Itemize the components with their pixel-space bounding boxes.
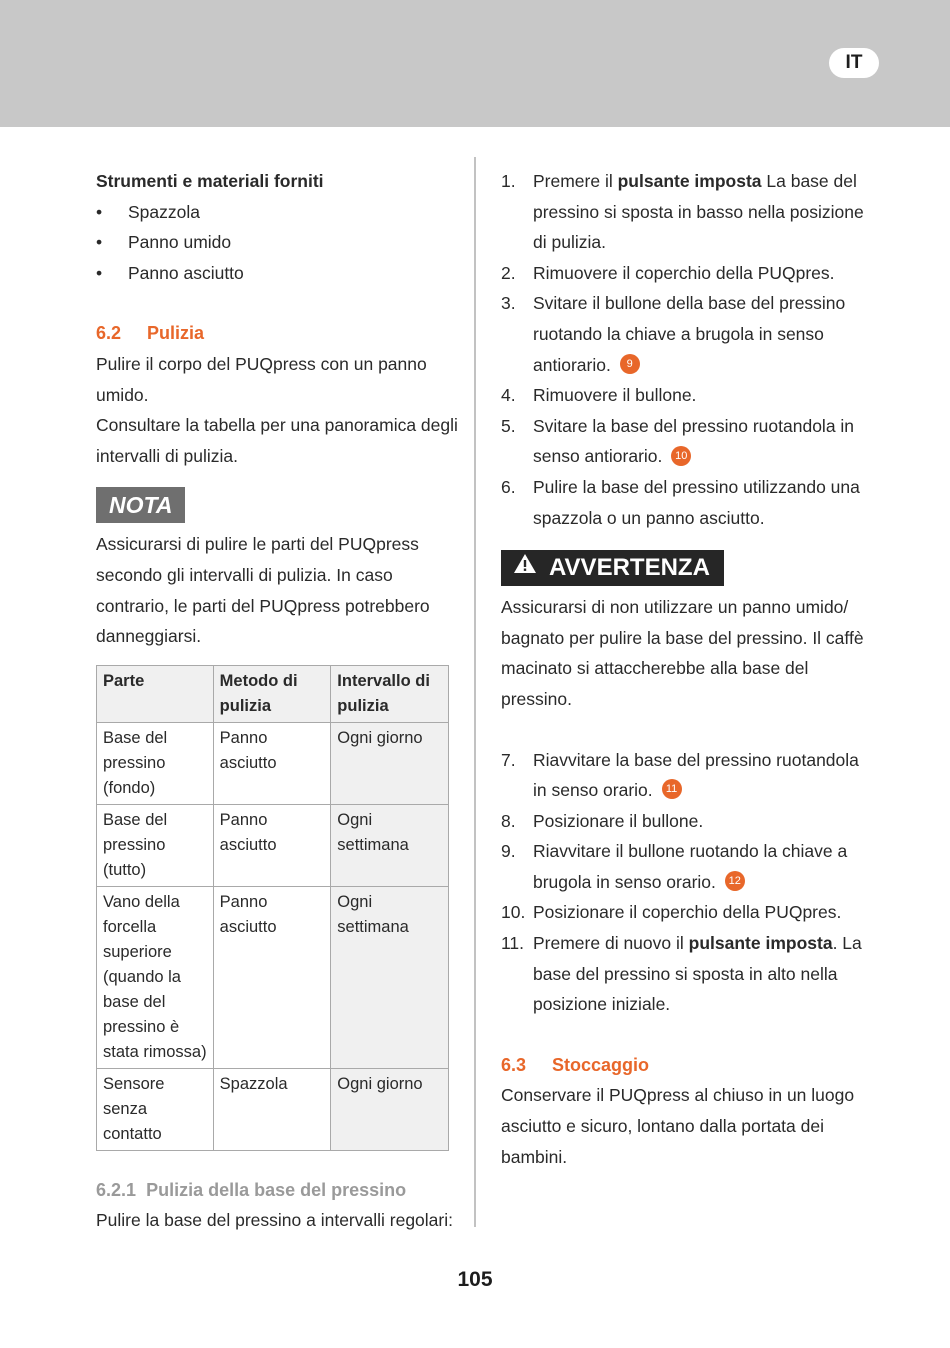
table-row [97, 886, 449, 1068]
table-header-cell: Metodo di pulizia [213, 665, 331, 722]
table-cell: Spazzola [213, 1068, 331, 1150]
list-item: • Spazzola [96, 197, 458, 228]
figure-ref-badge: 10 [671, 446, 691, 466]
set-button-ref: pulsante imposta [617, 171, 762, 191]
right-column [501, 166, 871, 1172]
table-cell: Ogni settimana [331, 886, 449, 1068]
figure-ref-badge: 12 [725, 871, 745, 891]
table-header-cell: Parte [97, 665, 214, 722]
step-item: 4. Rimuovere il bullone. [501, 385, 697, 406]
figure-ref-badge: 9 [620, 354, 640, 374]
tools-heading: Strumenti e materiali forniti [96, 171, 324, 191]
warning-text: Assicurarsi di non utilizzare un panno umido/ bagnato per pulire la base del pressino. Il caffè macinato si attaccherebbe alla base del pressino. [501, 597, 864, 709]
step-item: 8. Posizionare il bullone. [501, 810, 704, 831]
table-cell: Sensore senza contatto [97, 1068, 214, 1150]
table-cell: Panno asciutto [213, 804, 331, 886]
step-item: 6. Pulire la base del pressino utilizzando una spazzola o un panno asciutto. [501, 476, 860, 528]
bullet-icon: • [96, 201, 103, 222]
table-cell: Vano della forcella superiore (quando la base del pressino è stata rimossa) [97, 886, 214, 1068]
bullet-icon: • [96, 262, 103, 283]
step-item: 3. Svitare il bullone della base del pressino ruotando la chiave a brugola in senso antiorario. 9 [501, 293, 846, 375]
steps-list-a [501, 166, 871, 533]
list-item: • Panno asciutto [96, 258, 458, 289]
step-item: 5. Svitare la base del pressino ruotandola in senso antiorario. 10 [501, 415, 855, 467]
table-cell: Ogni giorno [331, 722, 449, 804]
step-item: 9. Riavvitare il bullone ruotando la chiave a brugola in senso orario. 12 [501, 841, 848, 892]
warning-triangle-icon [513, 549, 537, 585]
table-row [97, 1068, 449, 1150]
step-item: 1. Premere il pulsante imposta La base del pressino si sposta in basso nella posizione di pulizia. [501, 171, 864, 253]
table-cell: Base del pressino (fondo) [97, 722, 214, 804]
table-row [97, 804, 449, 886]
step-item: 7. Riavvitare la base del pressino ruotandola in senso orario. 11 [501, 749, 859, 801]
table-header-cell: Intervallo di pulizia [331, 665, 449, 722]
step-item: 10. Posizionare il coperchio della PUQpres. [501, 902, 842, 923]
bullet-icon: • [96, 232, 103, 253]
section-heading-6-3: 6.3 Stoccaggio [501, 1054, 650, 1075]
table-cell: Ogni settimana [331, 804, 449, 886]
steps-list-b [501, 745, 871, 1020]
tools-list [96, 197, 458, 289]
section-heading-6-2: 6.2 Pulizia [96, 323, 205, 344]
note-label: NOTA [96, 487, 185, 523]
note-text: Assicurarsi di pulire le parti del PUQpress secondo gli intervalli di pulizia. In caso contrario, le parti del PUQpress potrebbero danneggiarsi. [96, 534, 430, 647]
table-cell: Ogni giorno [331, 1068, 449, 1150]
column-divider [474, 157, 476, 1227]
section-6-2-1-text: Pulire la base del pressino a intervalli regolari: [96, 1210, 453, 1231]
step-item: 11. Premere di nuovo il pulsante imposta. La base del pressino si sposta in alto nella posizione iniziale. [501, 933, 862, 1015]
left-column [96, 166, 458, 1236]
table-header-row [97, 665, 449, 722]
table-cell: Panno asciutto [213, 886, 331, 1068]
table-cell: Base del pressino (tutto) [97, 804, 214, 886]
warning-label: AVVERTENZA [501, 550, 724, 586]
section-heading-6-2-1: 6.2.1 Pulizia della base del pressino [96, 1179, 407, 1200]
table-row [97, 722, 449, 804]
section-6-3-text: Conservare il PUQpress al chiuso in un luogo asciutto e sicuro, lontano dalla portata dei bambini. [501, 1085, 855, 1167]
list-item: • Panno umido [96, 227, 458, 258]
page-number: 105 [457, 1268, 493, 1291]
language-badge: IT [829, 48, 879, 78]
cleaning-table [96, 665, 449, 1151]
intro-paragraph-2: Consultare la tabella per una panoramica degli intervalli di pulizia. [96, 415, 458, 466]
table-cell: Panno asciutto [213, 722, 331, 804]
step-item: 2. Rimuovere il coperchio della PUQpres. [501, 262, 835, 283]
intro-paragraph-1: Pulire il corpo del PUQpress con un panno umido. [96, 353, 427, 405]
figure-ref-badge: 11 [662, 779, 682, 799]
set-button-ref: pulsante imposta [688, 933, 833, 954]
header-band [0, 0, 950, 127]
